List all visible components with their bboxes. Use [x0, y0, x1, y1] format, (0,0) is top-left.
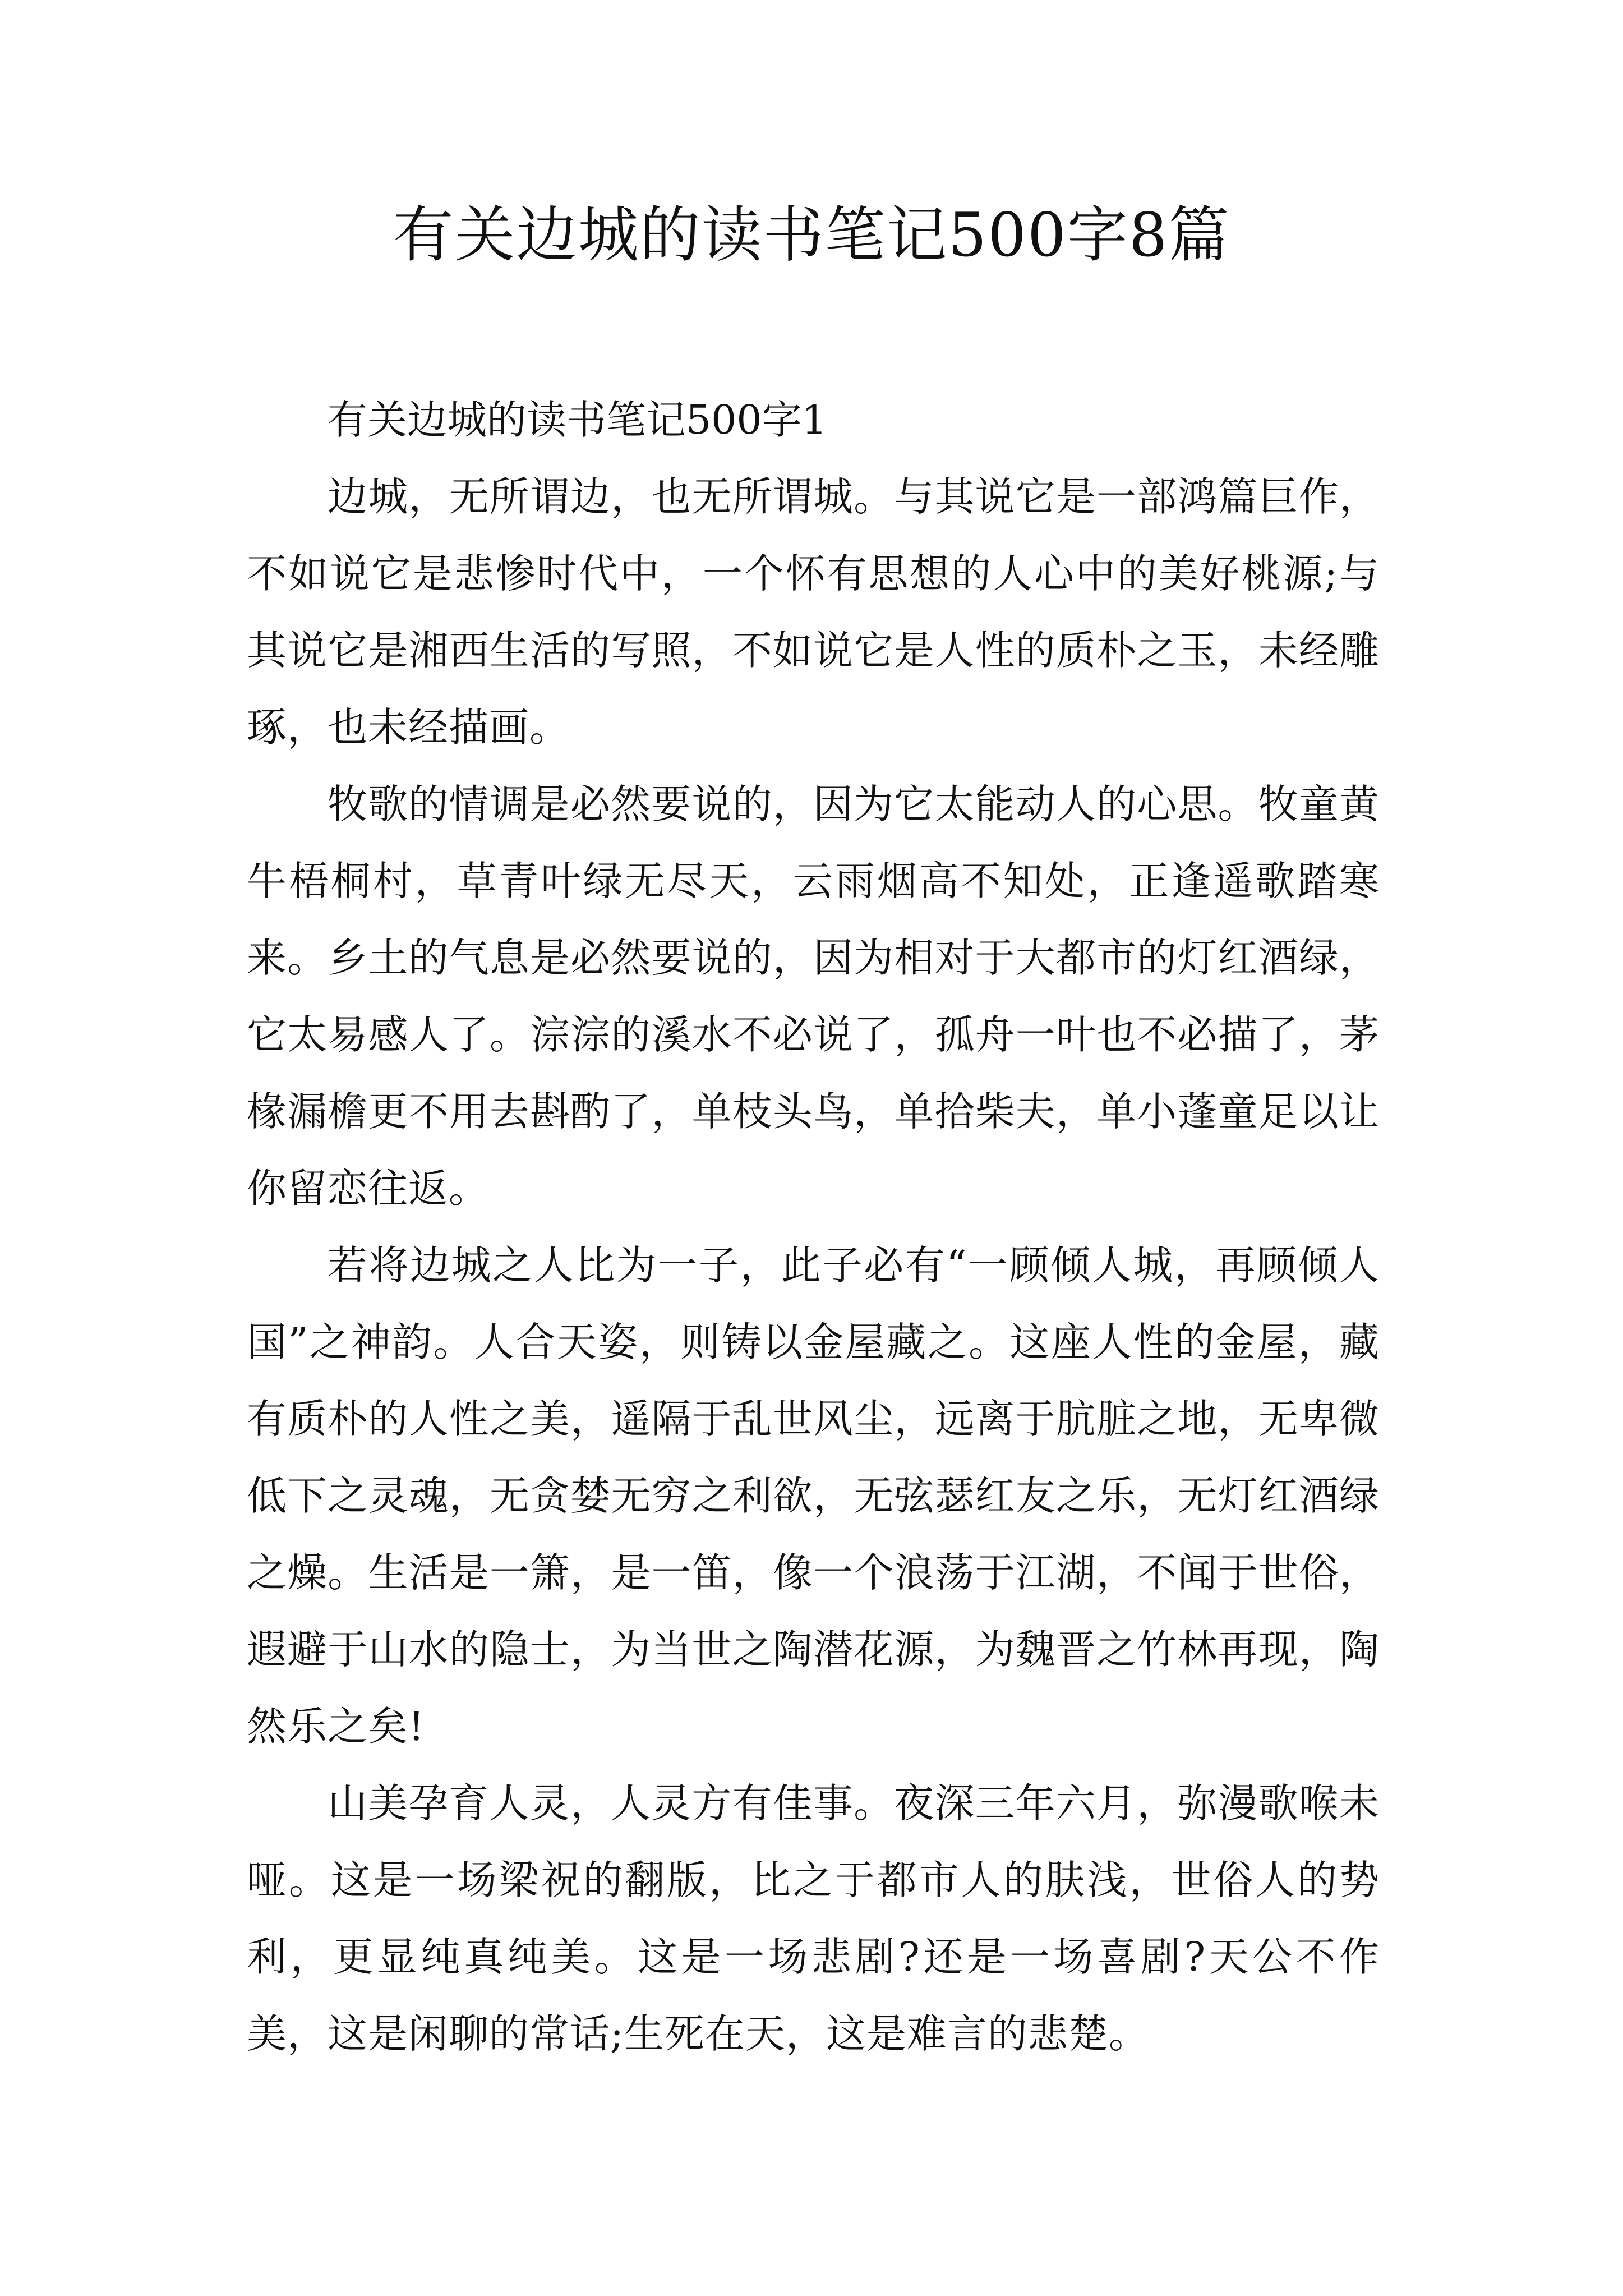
- document-title: 有关边城的读书笔记500字8篇: [393, 200, 1230, 270]
- document-body: [247, 381, 1380, 2072]
- paragraph: 山美孕育人灵，人灵方有佳事。夜深三年六月，弥漫歌喉未哑。这是一场梁祝的翻版，比之于都市人的肤浅，世俗人的势利，更显纯真纯美。这是一场悲剧?还是一场喜剧?天公不作美，这是闲聊的常话;生死在天，这是难言的悲楚。: [247, 1780, 1380, 2057]
- paragraph: 牧歌的情调是必然要说的，因为它太能动人的心思。牧童黄牛梧桐村，草青叶绿无尽天，云雨烟高不知处，正逢遥歌踏寒来。乡土的气息是必然要说的，因为相对于大都市的灯红酒绿，它太易感人了。淙淙的溪水不必说了，孤舟一叶也不必描了，茅椽漏檐更不用去斟酌了，单枝头鸟，单拾柴夫，单小蓬童足以让你留恋往返。: [247, 781, 1380, 1212]
- section-heading: 有关边城的读书笔记500字1: [328, 397, 827, 443]
- paragraph: 若将边城之人比为一子，此子必有“一顾倾人城，再顾倾人国”之神韵。人合天姿，则铸以金屋藏之。这座人性的金屋，藏有质朴的人性之美，遥隔于乱世风尘，远离于肮脏之地，无卑微低下之灵魂，无贪婪无穷之利欲，无弦瑟红友之乐，无灯红酒绿之燥。生活是一箫，是一笛，像一个浪荡于江湖，不闻于世俗，遐避于山水的隐士，为当世之陶潜花源，为魏晋之竹林再现，陶然乐之矣!: [247, 1242, 1380, 1750]
- paragraph: 边城，无所谓边，也无所谓城。与其说它是一部鸿篇巨作，不如说它是悲惨时代中，一个怀有思想的人心中的美好桃源;与其说它是湘西生活的写照，不如说它是人性的质朴之玉，未经雕琢，也未经描画。: [247, 473, 1380, 751]
